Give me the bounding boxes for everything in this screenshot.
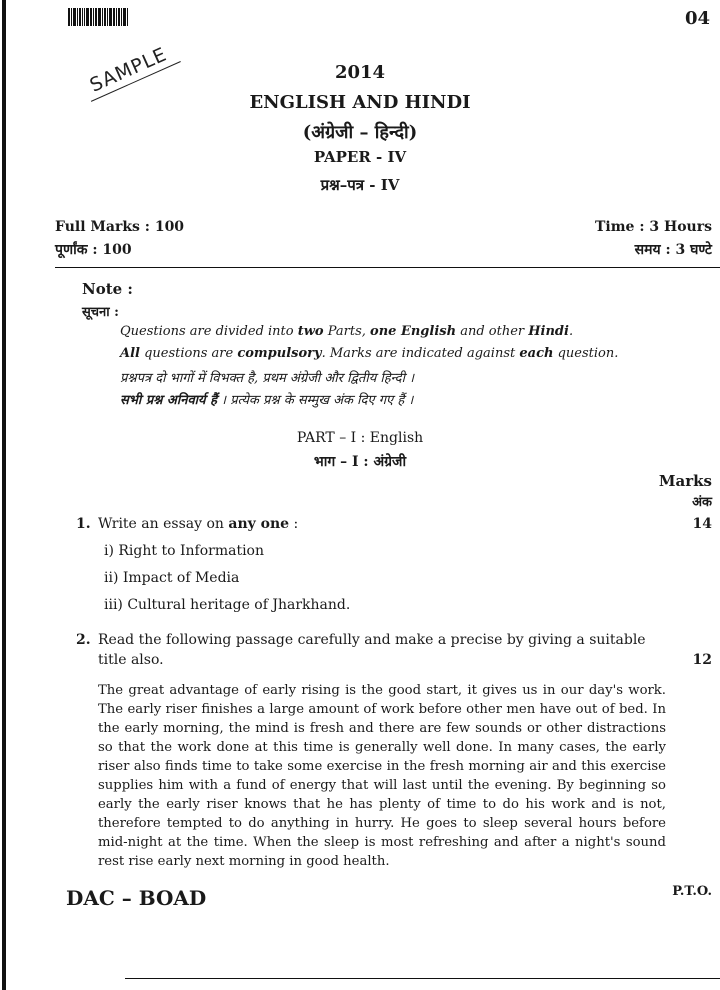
essay-option: ii) Impact of Media [104,570,240,586]
essay-option: i) Right to Information [104,543,264,559]
marks-column-label: Marks [658,472,712,490]
note-text: . Marks are indicated against [321,346,520,361]
bottom-line [125,978,720,979]
question-text-part: any one [228,516,290,532]
time-allowed: Time : 3 Hours [595,219,712,235]
note-text: compulsory [237,346,322,361]
question-marks: 12 [692,652,712,668]
note-text: question. [553,346,619,361]
note-text: each [519,346,554,361]
question-number: 1. [76,516,91,532]
question-text [98,516,298,532]
paper-code: DAC – BOAD [66,886,207,910]
note-heading: Note : [82,280,133,298]
note-text: and other [456,324,529,339]
marks-column-label-hindi: अंक [692,495,712,510]
note-line-2 [120,346,618,361]
exam-year: 2014 [334,62,386,83]
note-text: questions are [139,346,238,361]
paper-number: PAPER - IV [313,148,407,166]
note-text: one English [370,324,457,339]
page-number: 04 [684,8,710,29]
sample-stamp: SAMPLE [81,39,181,102]
note-text: two [297,324,324,339]
time-allowed-hindi: समय : 3 घण्टे [634,242,712,258]
paper-number-hindi: प्रश्न–पत्र - IV [320,176,400,194]
part-title-hindi: भाग – I : अंग्रेजी [313,454,407,470]
subject-title: ENGLISH AND HINDI [249,92,471,113]
question-text-part: Write an essay on [98,516,229,532]
divider [55,267,720,268]
question-marks: 14 [692,516,712,532]
note-text: All [120,346,140,361]
essay-option: iii) Cultural heritage of Jharkhand. [104,597,351,613]
barcode-icon [68,8,128,26]
question-number: 2. [76,632,91,648]
question-text-part: : [289,516,299,532]
full-marks: Full Marks : 100 [55,219,185,235]
note-line-1 [120,324,573,339]
question-text: title also. [98,652,164,668]
note-text: Questions are divided into [120,324,298,339]
note-line-3-hindi: प्रश्नपत्र दो भागों में विभक्त है, प्रथम अंग्रेजी और द्वितीय हिन्दी । [120,371,415,386]
note-text: . [568,324,574,339]
note-text: Hindi [528,324,569,339]
full-marks-hindi: पूर्णांक : 100 [55,242,132,258]
part-title: PART – I : English [296,430,424,446]
subject-title-hindi: (अंग्रेजी – हिन्दी) [302,122,418,143]
pto-label: P.T.O. [672,884,712,899]
note-text: सभी प्रश्न अनिवार्य हैं [120,393,218,408]
question-text: Read the following passage carefully and make a precise by giving a suitable [98,632,646,648]
note-heading-hindi: सूचना : [82,305,119,320]
note-text: Parts, [323,324,371,339]
note-text: । प्रत्येक प्रश्न के सम्मुख अंक दिए गए हैं । [217,393,414,408]
passage-text: The great advantage of early rising is the good start, it gives us in our day's work. The early riser finishes a large amount of work before other men have out of bed. In the early morning, the mind is fresh and there are few sounds or other distractions so that the work done at this time is generally well done. In many cases, the early riser also finds time to take some exercise in the fresh morning air and this exercise supplies him with a fund of energy that will last until the evening. By beginning so early the early riser knows that he has plenty of time to do his work and is not, therefore tempted to do anything in hurry. He goes to sleep several hours before mid-night at the time. When the sleep is most refreshing and after a night's sound rest rise early next morning in good health. [98,683,666,869]
note-line-4-hindi [120,390,413,408]
